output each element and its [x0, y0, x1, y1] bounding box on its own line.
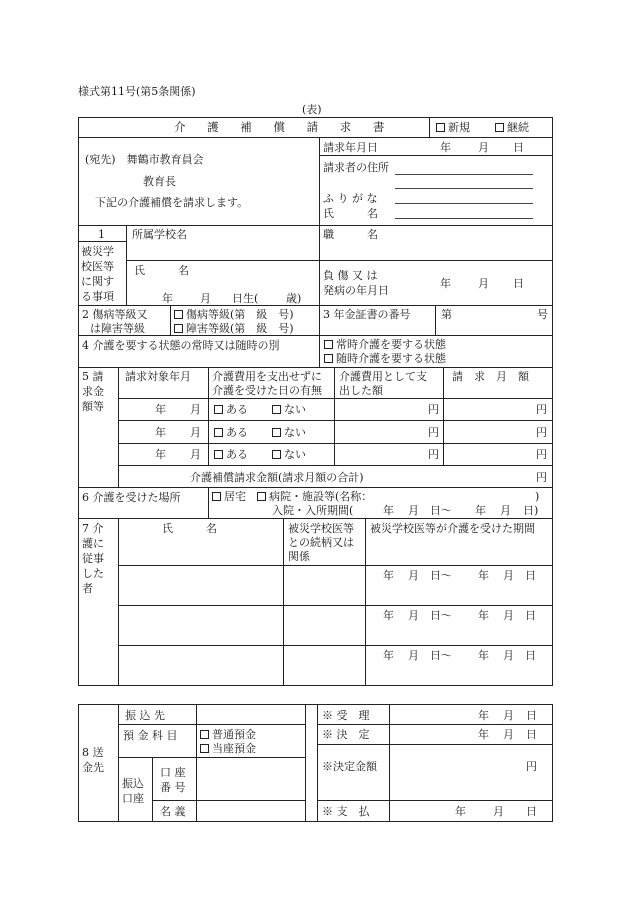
claimant-name-input[interactable]	[395, 218, 533, 219]
section8-side-1: 8 送	[82, 746, 104, 759]
care1-start-year: 年	[383, 569, 394, 582]
claimant-name-label: 氏 名	[323, 207, 378, 220]
form-number: 様式第11号(第5条関係)	[78, 85, 196, 98]
stay-end-year: 年	[475, 504, 486, 517]
address-input-line2[interactable]	[395, 188, 533, 189]
decided-month: 月	[503, 728, 514, 741]
care3-start-day: 日〜	[430, 649, 452, 662]
care3-end-year: 年	[478, 649, 489, 662]
payment-day: 日	[526, 805, 537, 818]
decided-day: 日	[526, 728, 537, 741]
injury-month: 月	[478, 277, 489, 290]
care2-start-day: 日〜	[430, 609, 452, 622]
received-day: 日	[526, 709, 537, 722]
pension-cert-prefix: 第	[441, 308, 452, 321]
row2-expense-yen: 円	[428, 426, 439, 439]
ordinary-deposit-checkbox[interactable]	[200, 730, 209, 739]
payee-label: 振 込 先	[125, 709, 165, 722]
new-option[interactable]: 新規	[436, 122, 470, 133]
row2-month: 月	[190, 426, 201, 439]
section7-side-3: 従事	[82, 552, 104, 565]
request-date-year: 年	[440, 141, 451, 154]
constant-care-option[interactable]: 常時介護を要する状態	[324, 339, 446, 350]
caregiver-name-header: 氏 名	[162, 522, 217, 535]
section5-side-1: 5 請	[82, 370, 104, 383]
care2-end-day: 日	[525, 609, 536, 622]
injury-grade-checkbox[interactable]	[174, 310, 183, 319]
row3-month: 月	[190, 448, 201, 461]
section6-label: 6 介護を受けた場所	[82, 491, 181, 504]
row2-yes-checkbox[interactable]	[214, 428, 223, 437]
request-date-day: 日	[513, 141, 524, 154]
care2-end-month: 月	[503, 609, 514, 622]
care3-start-month: 月	[408, 649, 419, 662]
section7-side-5: 者	[82, 582, 93, 595]
section1-side-2: 校医等	[81, 260, 114, 273]
row2-yes[interactable]: ある	[214, 427, 248, 438]
pension-cert-suffix: 号	[537, 308, 548, 321]
injury-day: 日	[513, 277, 524, 290]
account-type-label: 預 金 科 目	[123, 729, 178, 742]
care1-end-day: 日	[525, 569, 536, 582]
received-year: 年	[478, 709, 489, 722]
col-monthly-claim: 請 求 月 額	[452, 370, 529, 383]
section5-side-3: 額等	[82, 400, 104, 413]
section1-side-1: 被災学	[81, 245, 114, 258]
care2-start-month: 月	[408, 609, 419, 622]
hospital-close: )	[535, 490, 540, 503]
payment-label: ※ 支 払	[322, 805, 370, 818]
row1-expense-yen: 円	[428, 403, 439, 416]
section1-number: 1	[98, 228, 105, 241]
home-checkbox[interactable]	[212, 492, 221, 501]
birth-age: 歳)	[286, 292, 302, 305]
stay-start-year: 年	[383, 504, 394, 517]
row2-claim-yen: 円	[536, 426, 547, 439]
job-title-label: 職 名	[323, 228, 378, 241]
row2-year: 年	[155, 426, 166, 439]
row3-expense-yen: 円	[428, 448, 439, 461]
row1-month: 月	[190, 403, 201, 416]
birth-day: 日生(	[232, 292, 259, 305]
current-deposit-checkbox[interactable]	[200, 744, 209, 753]
ordinary-deposit-option[interactable]: 普通預金	[200, 729, 256, 740]
relation-header-3: 関係	[288, 550, 310, 563]
furigana-input[interactable]	[395, 203, 533, 204]
disability-grade-option[interactable]: 障害等級(第 級 号)	[174, 323, 294, 334]
row3-no[interactable]: ない	[272, 449, 306, 460]
row1-claim-yen: 円	[536, 403, 547, 416]
furigana-label: ふ り が な	[323, 192, 378, 205]
section8-side-2: 金先	[82, 761, 104, 774]
stay-end-day: 日)	[523, 504, 539, 517]
col-unpaid-days: 介護費用を支出せずに	[212, 370, 322, 383]
payment-year: 年	[455, 805, 466, 818]
constant-care-checkbox[interactable]	[324, 340, 333, 349]
transfer-account-label-2: 口座	[122, 792, 144, 805]
row2-no-checkbox[interactable]	[272, 428, 281, 437]
row1-year: 年	[155, 403, 166, 416]
injury-year: 年	[440, 277, 451, 290]
stay-start-month: 月	[408, 504, 419, 517]
received-month: 月	[503, 709, 514, 722]
injury-grade-option[interactable]: 傷病等級(第 級 号)	[174, 309, 294, 320]
current-deposit-option[interactable]: 当座預金	[200, 743, 256, 754]
payment-month: 月	[493, 805, 504, 818]
row3-claim-yen: 円	[536, 448, 547, 461]
col-expense-amount: 介護費用として支	[339, 370, 427, 383]
care2-start-year: 年	[383, 609, 394, 622]
section1-side-3: に関す	[81, 275, 114, 288]
request-statement: 下記の介護補償を請求します。	[95, 196, 249, 209]
address-label: 請求者の住所	[323, 161, 389, 174]
stay-end-month: 月	[500, 504, 511, 517]
row3-year: 年	[155, 448, 166, 461]
new-checkbox[interactable]	[436, 123, 445, 132]
birth-year: 年	[162, 292, 173, 305]
care2-end-year: 年	[478, 609, 489, 622]
row1-no[interactable]: ない	[272, 404, 306, 415]
care1-start-month: 月	[408, 569, 419, 582]
stay-start-day: 日〜	[430, 504, 452, 517]
relation-header: 被災学校医等	[288, 522, 354, 535]
care1-end-year: 年	[478, 569, 489, 582]
row1-yes-checkbox[interactable]	[214, 405, 223, 414]
col-unpaid-days-2: 介護を受けた日の有無	[212, 384, 322, 397]
transfer-account-label: 振込	[122, 777, 144, 790]
row3-yes-checkbox[interactable]	[214, 450, 223, 459]
relation-header-2: との続柄又は	[288, 536, 354, 549]
hospital-checkbox[interactable]	[257, 492, 266, 501]
row3-yes[interactable]: ある	[214, 449, 248, 460]
col-expense-amount-2: 出した額	[339, 384, 383, 397]
continue-option[interactable]: 継続	[495, 122, 529, 133]
section7-side-2: 護に	[82, 537, 104, 550]
total-claim-label: 介護補償請求金額(請求月額の合計)	[190, 471, 364, 484]
care3-start-year: 年	[383, 649, 394, 662]
care1-end-month: 月	[503, 569, 514, 582]
account-name-label: 名 義	[160, 805, 186, 818]
care3-end-day: 日	[525, 649, 536, 662]
address-input[interactable]	[395, 174, 533, 175]
care1-start-day: 日〜	[430, 569, 452, 582]
pension-cert-label: 3 年金証書の番号	[323, 308, 411, 321]
decided-amount-yen: 円	[526, 760, 537, 773]
row3-no-checkbox[interactable]	[272, 450, 281, 459]
occasional-care-option[interactable]: 随時介護を要する状態	[324, 353, 446, 364]
account-number-label: 口 座	[160, 766, 186, 779]
care-period-header: 被災学校医等が介護を受けた期間	[370, 522, 535, 535]
section1-side-4: る事項	[81, 290, 114, 303]
section7-side-4: した	[82, 567, 104, 580]
addressee-title: 教育長	[143, 175, 176, 188]
total-claim-yen: 円	[536, 471, 547, 484]
row1-yes[interactable]: ある	[214, 404, 248, 415]
account-number-label-2: 番 号	[160, 781, 186, 794]
occasional-care-checkbox[interactable]	[324, 354, 333, 363]
section5-side-2: 求金	[82, 385, 104, 398]
row1-no-checkbox[interactable]	[272, 405, 281, 414]
addressee-line: (宛先) 舞鶴市教育員会	[85, 153, 204, 166]
disability-grade-checkbox[interactable]	[174, 324, 183, 333]
injury-date-label-2: 発病の年月日	[323, 284, 389, 297]
section4-label: 4 介護を要する状態の常時又は随時の別	[82, 339, 280, 352]
decided-label: ※ 決 定	[322, 728, 370, 741]
row2-no[interactable]: ない	[272, 427, 306, 438]
decided-year: 年	[478, 728, 489, 741]
victim-name-label: 氏 名	[134, 264, 189, 277]
hospital-option[interactable]: 病院・施設等(名称：	[257, 491, 372, 502]
section2-label-2: は障害等級	[90, 322, 145, 335]
request-date-label: 請求年月日	[323, 141, 378, 154]
section7-side-1: 7 介	[82, 522, 104, 535]
side-label: (表)	[302, 103, 322, 116]
request-date-month: 月	[478, 141, 489, 154]
birth-month: 月	[200, 292, 211, 305]
home-option[interactable]: 居宅	[212, 491, 246, 502]
received-label: ※ 受 理	[322, 709, 370, 722]
school-name-label: 所属学校名	[132, 228, 187, 241]
decided-amount-label: ※決定金額	[322, 760, 377, 773]
col-target-month: 請求対象年月	[125, 370, 191, 383]
section2-label: 2 傷病等級又	[82, 308, 148, 321]
stay-period-label: 入院・入所期間(	[272, 504, 354, 517]
care3-end-month: 月	[503, 649, 514, 662]
continue-checkbox[interactable]	[495, 123, 504, 132]
form-title: 介 護 補 償 請 求 書	[174, 120, 394, 134]
injury-date-label: 負 傷 又 は	[323, 269, 378, 282]
